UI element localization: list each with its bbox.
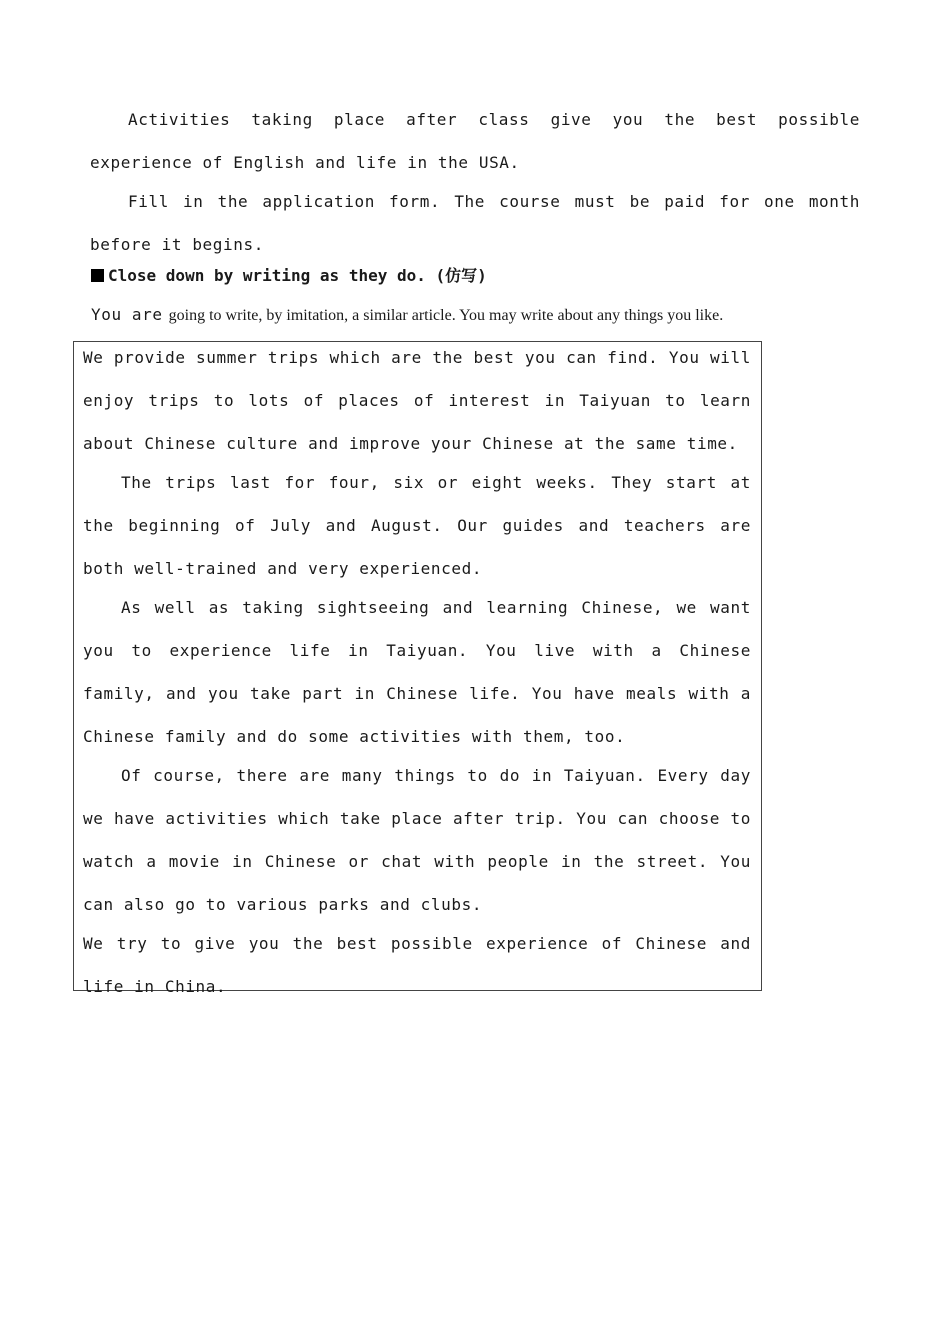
section-heading [91, 264, 487, 288]
essay-paragraph: The trips last for four, six or eight weeks. They start at the beginning of July and August. Our guides and teachers are both well-trained and very experienced. [83, 473, 751, 578]
writing-instruction [91, 303, 723, 328]
section-heading-text: Close down by writing as they do. (仿写) [108, 266, 487, 285]
essay-box [73, 341, 762, 996]
intro-text [90, 98, 860, 266]
essay-paragraph: As well as taking sightseeing and learning Chinese, we want you to experience life in Taiyuan. You live with a Chinese family, and you take part in Chinese life. You have meals with a Chinese family and do some activities with them, too. [83, 598, 751, 746]
square-bullet-icon [91, 269, 104, 282]
essay-paragraph: We provide summer trips which are the best you can find. You will enjoy trips to lots of places of interest in Taiyuan to learn about Chinese culture and improve your Chinese at the same time. [83, 348, 751, 453]
intro-paragraph-application: Fill in the application form. The course must be paid for one month before it begins. [90, 192, 860, 254]
intro-paragraph-activities: Activities taking place after class give you the best possible experience of English and life in the USA. [90, 110, 860, 172]
instruction-text: going to write, by imitation, a similar article. You may write about any things you like. [168, 307, 724, 324]
essay-paragraph: Of course, there are many things to do in Taiyuan. Every day we have activities which take place after trip. You can choose to watch a movie in Chinese or chat with people in the street. You can also go to various parks and clubs. [83, 766, 751, 914]
essay-paragraph: We try to give you the best possible experience of Chinese and life in China. [83, 934, 751, 996]
instruction-lead: You are [91, 305, 163, 324]
